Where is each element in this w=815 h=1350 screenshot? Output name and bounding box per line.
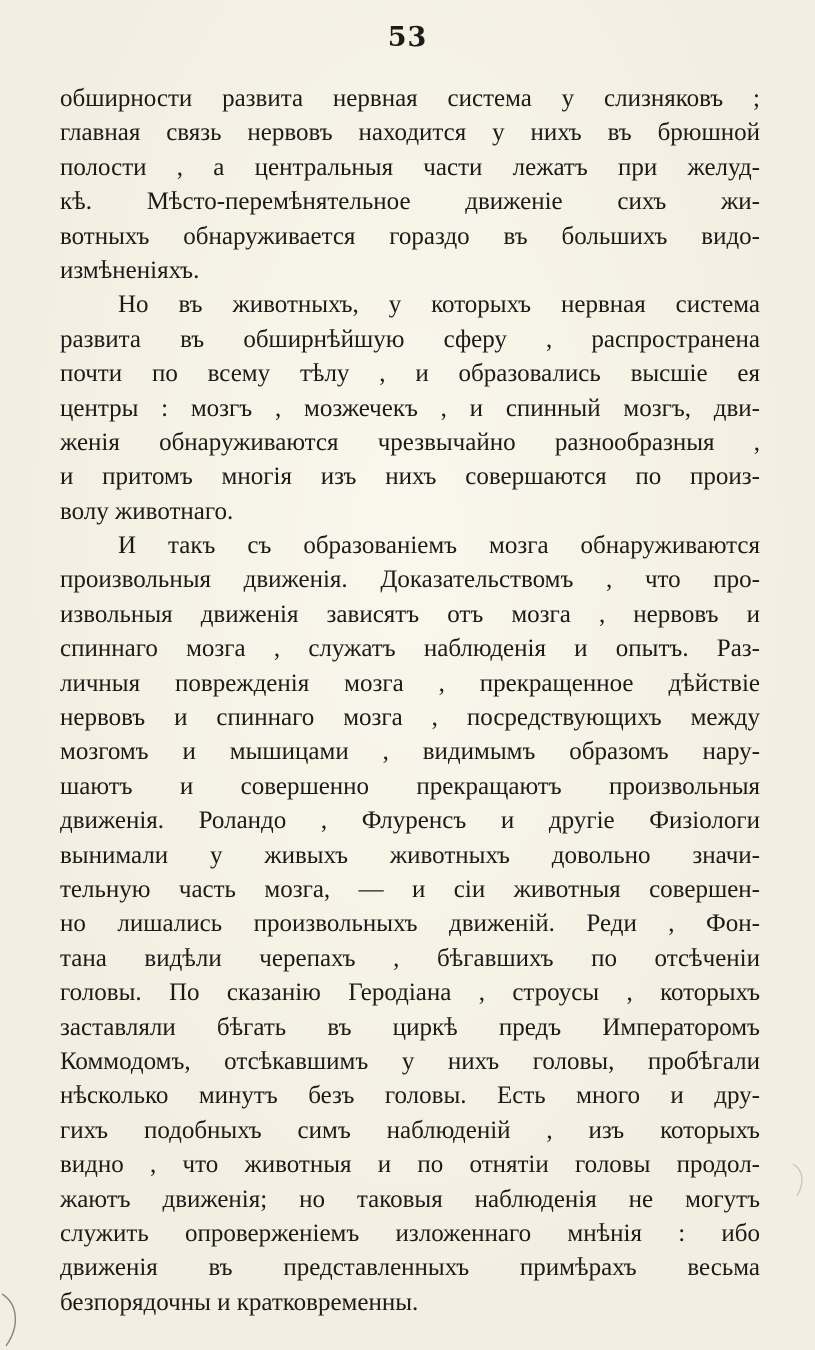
text-line: И такъ съ образованіемъ мозга обнаруживаются <box>118 532 760 560</box>
text-line: центры : мозгъ , мозжечекъ , и спинный мозгъ, дви- <box>60 394 760 422</box>
text-line: тана видѣли черепахъ , бѣгавшихъ по отсѣченіи <box>60 944 760 972</box>
text-line: но лишались произвольныхъ движеній. Реди , Фон- <box>60 910 760 938</box>
text-line: заставляли бѣгать въ циркѣ предъ Императоромъ <box>60 1013 760 1041</box>
text-line: жаютъ движенія; но таковыя наблюденія не могутъ <box>60 1185 760 1213</box>
text-line: полости , а центральныя части лежатъ при желуд- <box>60 153 760 181</box>
text-line: шаютъ и совершенно прекращаютъ произвольныя <box>60 772 760 800</box>
text-line: тельную часть мозга, — и сіи животныя совершен- <box>60 875 760 903</box>
body-text <box>60 82 760 1320</box>
text-line: извольныя движенія зависятъ отъ мозга , нервовъ и <box>60 600 760 628</box>
text-line: движенія въ представленныхъ примѣрахъ весьма <box>60 1254 760 1282</box>
text-line: обширности развита нервная система у слизняковъ ; <box>60 85 760 112</box>
text-line: нѣсколько минутъ безъ головы. Есть много и дру- <box>60 1082 760 1110</box>
text-line: личныя поврежденія мозга , прекращенное дѣйствіе <box>60 669 760 697</box>
text-line: Коммодомъ, отсѣкавшимъ у нихъ головы, пробѣгали <box>60 1047 760 1075</box>
page-edge-curl <box>0 1290 26 1350</box>
text-line: произвольныя движенія. Доказательствомъ , что про- <box>60 566 760 594</box>
page-number: 53 <box>387 22 428 53</box>
text-line: главная связь нервовъ находится у нихъ въ брюшной <box>60 119 760 147</box>
text-line: служить опроверженіемъ изложеннаго мнѣнія : ибо <box>60 1219 760 1247</box>
text-line: развита въ обширнѣйшую сферу , распространена <box>60 325 760 353</box>
paragraph-3 <box>60 529 760 1320</box>
paragraph-2 <box>60 288 760 529</box>
text-line: измѣненіяхъ. <box>60 256 200 284</box>
text-line: гихъ подобныхъ симъ наблюденій , изъ которыхъ <box>60 1116 760 1144</box>
text-line: вотныхъ обнаруживается гораздо въ большихъ видо- <box>60 222 760 250</box>
text-line: волу животнаго. <box>60 497 234 525</box>
text-line: движенія. Роландо , Флуренсъ и другіе Физіологи <box>60 807 760 835</box>
paragraph-1 <box>60 82 760 288</box>
text-line: и притомъ многія изъ нихъ совершаются по произ- <box>60 463 760 491</box>
text-line: мозгомъ и мышицами , видимымъ образомъ нару- <box>60 738 760 766</box>
text-line: женія обнаруживаются чрезвычайно разнообразныя , <box>60 428 760 456</box>
text-line: вынимали у живыхъ животныхъ довольно значи- <box>60 841 760 869</box>
text-line: головы. По сказанію Геродіана , строусы , которыхъ <box>60 979 760 1007</box>
text-line: видно , что животныя и по отнятіи головы продол- <box>60 1151 760 1179</box>
page-edge-mark <box>789 1160 809 1200</box>
text-line: кѣ. Мѣсто-перемѣнятельное движеніе сихъ жи- <box>60 188 760 216</box>
text-line: Но въ животныхъ, у которыхъ нервная система <box>118 291 760 319</box>
text-line: спиннаго мозга , служатъ наблюденія и опытъ. Раз- <box>60 635 760 663</box>
text-line: нервовъ и спиннаго мозга , посредствующихъ между <box>60 704 760 732</box>
text-line: безпорядочны и кратковременны. <box>60 1288 419 1316</box>
text-line: почти по всему тѣлу , и образовались высшіе ея <box>60 360 760 388</box>
